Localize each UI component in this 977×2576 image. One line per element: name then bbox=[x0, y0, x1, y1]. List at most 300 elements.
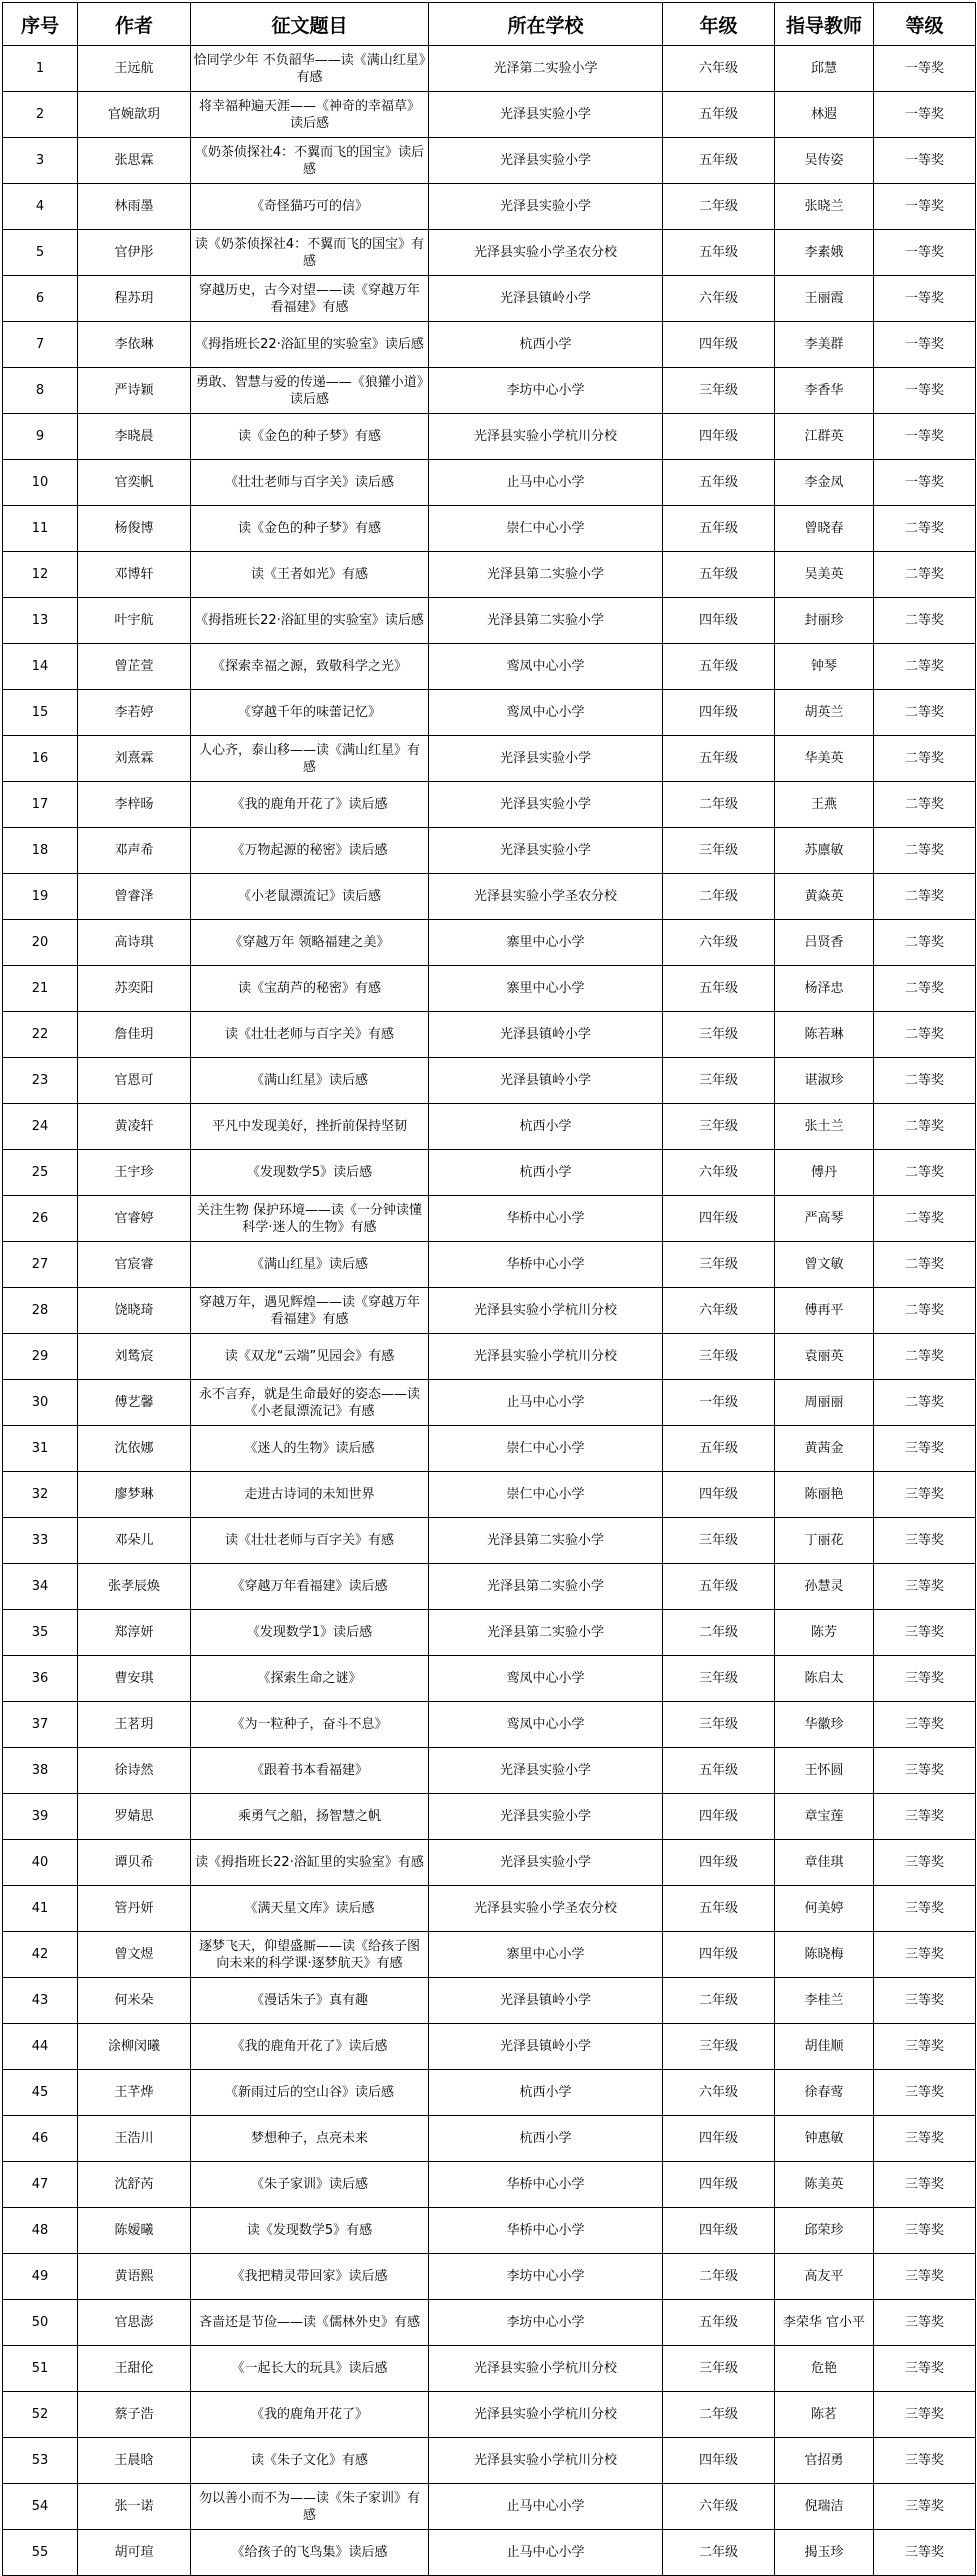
cell-award-level: 二等奖 bbox=[874, 966, 976, 1012]
cell-teacher: 袁丽英 bbox=[775, 1334, 874, 1380]
cell-index: 1 bbox=[3, 46, 78, 92]
cell-grade: 五年级 bbox=[663, 644, 775, 690]
cell-author: 林雨墨 bbox=[78, 184, 191, 230]
table-row bbox=[3, 782, 976, 828]
cell-grade: 四年级 bbox=[663, 2208, 775, 2254]
cell-grade: 四年级 bbox=[663, 1472, 775, 1518]
table-row bbox=[3, 1196, 976, 1242]
cell-grade: 三年级 bbox=[663, 1656, 775, 1702]
cell-essay-title: 《我的鹿角开花了》 bbox=[191, 2392, 429, 2438]
cell-author: 李梓旸 bbox=[78, 782, 191, 828]
cell-author: 廖梦琳 bbox=[78, 1472, 191, 1518]
cell-school: 光泽县实验小学 bbox=[429, 1748, 663, 1794]
cell-author: 管丹妍 bbox=[78, 1886, 191, 1932]
cell-essay-title: 平凡中发现美好，挫折前保持坚韧 bbox=[191, 1104, 429, 1150]
table-row bbox=[3, 46, 976, 92]
cell-award-level: 三等奖 bbox=[874, 2530, 976, 2576]
cell-author: 官恩可 bbox=[78, 1058, 191, 1104]
cell-award-level: 三等奖 bbox=[874, 2024, 976, 2070]
cell-index: 39 bbox=[3, 1794, 78, 1840]
cell-teacher: 陈晓梅 bbox=[775, 1932, 874, 1978]
cell-award-level: 一等奖 bbox=[874, 414, 976, 460]
header-grade: 年级 bbox=[663, 3, 775, 46]
cell-essay-title: 吝啬还是节俭——读《儒林外史》有感 bbox=[191, 2300, 429, 2346]
table-row bbox=[3, 1288, 976, 1334]
table-row bbox=[3, 230, 976, 276]
cell-grade: 三年级 bbox=[663, 1702, 775, 1748]
cell-author: 程苏玥 bbox=[78, 276, 191, 322]
cell-index: 34 bbox=[3, 1564, 78, 1610]
cell-essay-title: 恰同学少年 不负韶华——读《满山红星》有感 bbox=[191, 46, 429, 92]
table-row bbox=[3, 1610, 976, 1656]
table-row bbox=[3, 1472, 976, 1518]
cell-author: 王远航 bbox=[78, 46, 191, 92]
table-row bbox=[3, 1978, 976, 2024]
table-row bbox=[3, 690, 976, 736]
cell-grade: 二年级 bbox=[663, 2392, 775, 2438]
cell-author: 詹佳玥 bbox=[78, 1012, 191, 1058]
cell-award-level: 三等奖 bbox=[874, 2392, 976, 2438]
cell-index: 54 bbox=[3, 2484, 78, 2530]
cell-award-level: 一等奖 bbox=[874, 184, 976, 230]
cell-index: 46 bbox=[3, 2116, 78, 2162]
cell-teacher: 黄茜金 bbox=[775, 1426, 874, 1472]
cell-school: 光泽县实验小学 bbox=[429, 1794, 663, 1840]
cell-index: 47 bbox=[3, 2162, 78, 2208]
table-row bbox=[3, 1380, 976, 1426]
cell-author: 王宇珍 bbox=[78, 1150, 191, 1196]
cell-school: 鸾凤中心小学 bbox=[429, 690, 663, 736]
cell-teacher: 谌淑珍 bbox=[775, 1058, 874, 1104]
cell-author: 王晨晗 bbox=[78, 2438, 191, 2484]
cell-grade: 五年级 bbox=[663, 460, 775, 506]
cell-school: 光泽县镇岭小学 bbox=[429, 1058, 663, 1104]
cell-author: 胡可瑄 bbox=[78, 2530, 191, 2576]
cell-award-level: 二等奖 bbox=[874, 1380, 976, 1426]
header-row bbox=[3, 3, 976, 46]
cell-grade: 五年级 bbox=[663, 1748, 775, 1794]
cell-award-level: 二等奖 bbox=[874, 874, 976, 920]
cell-school: 光泽县实验小学 bbox=[429, 828, 663, 874]
cell-essay-title: 《新雨过后的空山谷》读后感 bbox=[191, 2070, 429, 2116]
cell-teacher: 周丽丽 bbox=[775, 1380, 874, 1426]
cell-author: 张思霖 bbox=[78, 138, 191, 184]
cell-school: 李坊中心小学 bbox=[429, 368, 663, 414]
table-row bbox=[3, 1058, 976, 1104]
cell-grade: 三年级 bbox=[663, 1518, 775, 1564]
cell-school: 光泽县实验小学 bbox=[429, 1840, 663, 1886]
cell-teacher: 揭玉珍 bbox=[775, 2530, 874, 2576]
cell-teacher: 李素娥 bbox=[775, 230, 874, 276]
cell-essay-title: 《我把精灵带回家》读后感 bbox=[191, 2254, 429, 2300]
cell-award-level: 二等奖 bbox=[874, 690, 976, 736]
cell-essay-title: 《一起长大的玩具》读后感 bbox=[191, 2346, 429, 2392]
cell-author: 蔡子浩 bbox=[78, 2392, 191, 2438]
cell-grade: 二年级 bbox=[663, 1978, 775, 2024]
cell-essay-title: 《穿越万年 领略福建之美》 bbox=[191, 920, 429, 966]
cell-index: 48 bbox=[3, 2208, 78, 2254]
cell-index: 19 bbox=[3, 874, 78, 920]
cell-school: 寨里中心小学 bbox=[429, 1932, 663, 1978]
cell-school: 止马中心小学 bbox=[429, 460, 663, 506]
cell-author: 张孝辰焕 bbox=[78, 1564, 191, 1610]
cell-teacher: 危艳 bbox=[775, 2346, 874, 2392]
cell-author: 沈舒芮 bbox=[78, 2162, 191, 2208]
cell-grade: 六年级 bbox=[663, 276, 775, 322]
cell-award-level: 二等奖 bbox=[874, 1196, 976, 1242]
cell-award-level: 一等奖 bbox=[874, 230, 976, 276]
cell-essay-title: 读《发现数学5》有感 bbox=[191, 2208, 429, 2254]
header-award-level: 等级 bbox=[874, 3, 976, 46]
cell-grade: 五年级 bbox=[663, 552, 775, 598]
cell-school: 光泽县第二实验小学 bbox=[429, 552, 663, 598]
cell-grade: 二年级 bbox=[663, 874, 775, 920]
table-row bbox=[3, 368, 976, 414]
cell-grade: 五年级 bbox=[663, 2300, 775, 2346]
table-row bbox=[3, 1334, 976, 1380]
cell-index: 31 bbox=[3, 1426, 78, 1472]
cell-award-level: 三等奖 bbox=[874, 2208, 976, 2254]
cell-award-level: 三等奖 bbox=[874, 2484, 976, 2530]
cell-grade: 二年级 bbox=[663, 2530, 775, 2576]
cell-award-level: 二等奖 bbox=[874, 552, 976, 598]
cell-grade: 三年级 bbox=[663, 2346, 775, 2392]
cell-school: 光泽县实验小学 bbox=[429, 782, 663, 828]
cell-author: 高诗琪 bbox=[78, 920, 191, 966]
cell-school: 杭西小学 bbox=[429, 1104, 663, 1150]
cell-teacher: 丁丽花 bbox=[775, 1518, 874, 1564]
cell-author: 沈依娜 bbox=[78, 1426, 191, 1472]
cell-index: 49 bbox=[3, 2254, 78, 2300]
cell-teacher: 王怀圆 bbox=[775, 1748, 874, 1794]
cell-index: 25 bbox=[3, 1150, 78, 1196]
cell-school: 光泽县实验小学圣农分校 bbox=[429, 874, 663, 920]
cell-award-level: 三等奖 bbox=[874, 1472, 976, 1518]
cell-teacher: 陈美英 bbox=[775, 2162, 874, 2208]
cell-essay-title: 《漫话朱子》真有趣 bbox=[191, 1978, 429, 2024]
cell-school: 华桥中心小学 bbox=[429, 2208, 663, 2254]
cell-author: 曾睿泽 bbox=[78, 874, 191, 920]
cell-grade: 三年级 bbox=[663, 1334, 775, 1380]
cell-index: 50 bbox=[3, 2300, 78, 2346]
cell-grade: 三年级 bbox=[663, 2024, 775, 2070]
cell-author: 陈嫒曦 bbox=[78, 2208, 191, 2254]
cell-grade: 四年级 bbox=[663, 2162, 775, 2208]
cell-index: 29 bbox=[3, 1334, 78, 1380]
cell-award-level: 一等奖 bbox=[874, 322, 976, 368]
cell-author: 王浩川 bbox=[78, 2116, 191, 2162]
cell-teacher: 林遐 bbox=[775, 92, 874, 138]
cell-award-level: 二等奖 bbox=[874, 920, 976, 966]
table-row bbox=[3, 966, 976, 1012]
cell-grade: 三年级 bbox=[663, 368, 775, 414]
cell-teacher: 李金凤 bbox=[775, 460, 874, 506]
cell-teacher: 张晓兰 bbox=[775, 184, 874, 230]
cell-essay-title: 关注生物 保护环境——读《一分钟读懂科学·迷人的生物》有感 bbox=[191, 1196, 429, 1242]
table-row bbox=[3, 552, 976, 598]
cell-essay-title: 《我的鹿角开花了》读后感 bbox=[191, 2024, 429, 2070]
cell-grade: 五年级 bbox=[663, 230, 775, 276]
cell-teacher: 章佳琪 bbox=[775, 1840, 874, 1886]
cell-index: 32 bbox=[3, 1472, 78, 1518]
cell-essay-title: 走进古诗词的未知世界 bbox=[191, 1472, 429, 1518]
cell-essay-title: 《拇指班长22·浴缸里的实验室》读后感 bbox=[191, 598, 429, 644]
cell-school: 光泽县实验小学 bbox=[429, 736, 663, 782]
cell-essay-title: 《朱子家训》读后感 bbox=[191, 2162, 429, 2208]
table-row bbox=[3, 736, 976, 782]
cell-school: 华桥中心小学 bbox=[429, 2162, 663, 2208]
table-body bbox=[3, 46, 976, 2576]
cell-award-level: 二等奖 bbox=[874, 1104, 976, 1150]
cell-award-level: 一等奖 bbox=[874, 276, 976, 322]
cell-author: 谭贝希 bbox=[78, 1840, 191, 1886]
cell-school: 光泽县第二实验小学 bbox=[429, 598, 663, 644]
cell-award-level: 一等奖 bbox=[874, 460, 976, 506]
table-row bbox=[3, 276, 976, 322]
cell-grade: 四年级 bbox=[663, 1196, 775, 1242]
cell-school: 光泽县镇岭小学 bbox=[429, 1012, 663, 1058]
cell-author: 官思澎 bbox=[78, 2300, 191, 2346]
cell-award-level: 三等奖 bbox=[874, 1886, 976, 1932]
cell-school: 光泽县实验小学杭川分校 bbox=[429, 414, 663, 460]
cell-index: 26 bbox=[3, 1196, 78, 1242]
header-essay-title: 征文题目 bbox=[191, 3, 429, 46]
cell-author: 严诗颖 bbox=[78, 368, 191, 414]
cell-author: 黄语熙 bbox=[78, 2254, 191, 2300]
cell-award-level: 二等奖 bbox=[874, 1058, 976, 1104]
cell-index: 6 bbox=[3, 276, 78, 322]
cell-index: 30 bbox=[3, 1380, 78, 1426]
cell-essay-title: 乘勇气之船，扬智慧之帆 bbox=[191, 1794, 429, 1840]
cell-author: 李晓晨 bbox=[78, 414, 191, 460]
cell-essay-title: 《壮壮老师与百字关》读后感 bbox=[191, 460, 429, 506]
cell-author: 王芊烨 bbox=[78, 2070, 191, 2116]
cell-index: 17 bbox=[3, 782, 78, 828]
cell-index: 22 bbox=[3, 1012, 78, 1058]
cell-index: 43 bbox=[3, 1978, 78, 2024]
cell-index: 55 bbox=[3, 2530, 78, 2576]
cell-school: 崇仁中心小学 bbox=[429, 1426, 663, 1472]
cell-school: 光泽县实验小学 bbox=[429, 184, 663, 230]
cell-grade: 五年级 bbox=[663, 506, 775, 552]
cell-award-level: 三等奖 bbox=[874, 2438, 976, 2484]
cell-school: 光泽县第二实验小学 bbox=[429, 1518, 663, 1564]
cell-author: 刘熹霖 bbox=[78, 736, 191, 782]
cell-award-level: 三等奖 bbox=[874, 1794, 976, 1840]
cell-index: 15 bbox=[3, 690, 78, 736]
cell-index: 3 bbox=[3, 138, 78, 184]
cell-teacher: 傅再平 bbox=[775, 1288, 874, 1334]
cell-author: 曾文煜 bbox=[78, 1932, 191, 1978]
cell-teacher: 胡佳顺 bbox=[775, 2024, 874, 2070]
cell-grade: 三年级 bbox=[663, 1012, 775, 1058]
cell-author: 王甜伦 bbox=[78, 2346, 191, 2392]
cell-award-level: 二等奖 bbox=[874, 598, 976, 644]
header-teacher: 指导教师 bbox=[775, 3, 874, 46]
cell-school: 杭西小学 bbox=[429, 1150, 663, 1196]
cell-index: 37 bbox=[3, 1702, 78, 1748]
cell-essay-title: 读《奶茶侦探社4：不翼而飞的国宝》有感 bbox=[191, 230, 429, 276]
cell-author: 刘鸶宸 bbox=[78, 1334, 191, 1380]
table-row bbox=[3, 2300, 976, 2346]
cell-grade: 五年级 bbox=[663, 138, 775, 184]
cell-essay-title: 将幸福种遍天涯——《神奇的幸福草》读后感 bbox=[191, 92, 429, 138]
cell-school: 光泽县实验小学圣农分校 bbox=[429, 1886, 663, 1932]
cell-teacher: 李桂兰 bbox=[775, 1978, 874, 2024]
cell-grade: 四年级 bbox=[663, 2116, 775, 2162]
cell-index: 41 bbox=[3, 1886, 78, 1932]
cell-author: 官奕帆 bbox=[78, 460, 191, 506]
cell-essay-title: 勇敢、智慧与爱的传递——《狼獾小道》读后感 bbox=[191, 368, 429, 414]
cell-school: 鸾凤中心小学 bbox=[429, 1656, 663, 1702]
cell-index: 45 bbox=[3, 2070, 78, 2116]
cell-grade: 三年级 bbox=[663, 1242, 775, 1288]
cell-essay-title: 穿越万年，遇见辉煌——读《穿越万年看福建》有感 bbox=[191, 1288, 429, 1334]
cell-author: 叶宇航 bbox=[78, 598, 191, 644]
cell-teacher: 陈若琳 bbox=[775, 1012, 874, 1058]
cell-teacher: 钟惠敏 bbox=[775, 2116, 874, 2162]
cell-grade: 六年级 bbox=[663, 46, 775, 92]
cell-grade: 二年级 bbox=[663, 2254, 775, 2300]
cell-essay-title: 《万物起源的秘密》读后感 bbox=[191, 828, 429, 874]
cell-essay-title: 逐梦飞天，仰望盛厮——读《给孩子图向未来的科学课·逐梦航天》有感 bbox=[191, 1932, 429, 1978]
cell-teacher: 胡英兰 bbox=[775, 690, 874, 736]
cell-award-level: 三等奖 bbox=[874, 1656, 976, 1702]
cell-author: 郑淳妍 bbox=[78, 1610, 191, 1656]
cell-author: 曾芷萱 bbox=[78, 644, 191, 690]
cell-award-level: 三等奖 bbox=[874, 1748, 976, 1794]
cell-essay-title: 穿越历史，古今对望——读《穿越万年看福建》有感 bbox=[191, 276, 429, 322]
cell-teacher: 吕贤香 bbox=[775, 920, 874, 966]
cell-school: 光泽县镇岭小学 bbox=[429, 1978, 663, 2024]
cell-award-level: 二等奖 bbox=[874, 644, 976, 690]
table-row bbox=[3, 1012, 976, 1058]
cell-teacher: 倪瑞洁 bbox=[775, 2484, 874, 2530]
cell-essay-title: 《为一粒种子，奋斗不息》 bbox=[191, 1702, 429, 1748]
cell-author: 官睿婷 bbox=[78, 1196, 191, 1242]
cell-grade: 三年级 bbox=[663, 828, 775, 874]
cell-essay-title: 《给孩子的飞鸟集》读后感 bbox=[191, 2530, 429, 2576]
cell-school: 杭西小学 bbox=[429, 2070, 663, 2116]
cell-school: 鸾凤中心小学 bbox=[429, 644, 663, 690]
cell-award-level: 二等奖 bbox=[874, 736, 976, 782]
cell-teacher: 华美英 bbox=[775, 736, 874, 782]
cell-index: 2 bbox=[3, 92, 78, 138]
cell-award-level: 二等奖 bbox=[874, 1242, 976, 1288]
cell-essay-title: 《穿越万年看福建》读后感 bbox=[191, 1564, 429, 1610]
cell-index: 53 bbox=[3, 2438, 78, 2484]
cell-essay-title: 《满山红星》读后感 bbox=[191, 1242, 429, 1288]
table-row bbox=[3, 644, 976, 690]
cell-teacher: 曾文敏 bbox=[775, 1242, 874, 1288]
cell-essay-title: 《发现数学5》读后感 bbox=[191, 1150, 429, 1196]
award-table bbox=[2, 2, 976, 2576]
cell-author: 李依琳 bbox=[78, 322, 191, 368]
cell-essay-title: 永不言弃，就是生命最好的姿态——读《小老鼠漂流记》有感 bbox=[191, 1380, 429, 1426]
header-author: 作者 bbox=[78, 3, 191, 46]
table-row bbox=[3, 1932, 976, 1978]
cell-index: 12 bbox=[3, 552, 78, 598]
cell-index: 38 bbox=[3, 1748, 78, 1794]
cell-award-level: 二等奖 bbox=[874, 782, 976, 828]
cell-teacher: 陈茗 bbox=[775, 2392, 874, 2438]
cell-school: 寨里中心小学 bbox=[429, 920, 663, 966]
cell-teacher: 王燕 bbox=[775, 782, 874, 828]
cell-grade: 六年级 bbox=[663, 920, 775, 966]
cell-award-level: 二等奖 bbox=[874, 1334, 976, 1380]
cell-grade: 三年级 bbox=[663, 1058, 775, 1104]
cell-award-level: 二等奖 bbox=[874, 506, 976, 552]
cell-essay-title: 读《双龙“云端”见园会》有感 bbox=[191, 1334, 429, 1380]
cell-index: 36 bbox=[3, 1656, 78, 1702]
cell-index: 35 bbox=[3, 1610, 78, 1656]
table-row bbox=[3, 2484, 976, 2530]
header-school: 所在学校 bbox=[429, 3, 663, 46]
cell-school: 华桥中心小学 bbox=[429, 1242, 663, 1288]
cell-school: 光泽县第二实验小学 bbox=[429, 1610, 663, 1656]
table-row bbox=[3, 1886, 976, 1932]
cell-author: 邓朵儿 bbox=[78, 1518, 191, 1564]
cell-teacher: 章宝莲 bbox=[775, 1794, 874, 1840]
table-row bbox=[3, 2162, 976, 2208]
cell-teacher: 王丽霞 bbox=[775, 276, 874, 322]
cell-index: 44 bbox=[3, 2024, 78, 2070]
cell-essay-title: 《跟着书本看福建》 bbox=[191, 1748, 429, 1794]
cell-school: 崇仁中心小学 bbox=[429, 1472, 663, 1518]
cell-grade: 四年级 bbox=[663, 690, 775, 736]
cell-grade: 四年级 bbox=[663, 1840, 775, 1886]
cell-index: 18 bbox=[3, 828, 78, 874]
cell-index: 27 bbox=[3, 1242, 78, 1288]
cell-school: 光泽县镇岭小学 bbox=[429, 276, 663, 322]
table-row bbox=[3, 2392, 976, 2438]
cell-author: 官婉歆玥 bbox=[78, 92, 191, 138]
cell-award-level: 三等奖 bbox=[874, 2162, 976, 2208]
cell-award-level: 一等奖 bbox=[874, 92, 976, 138]
cell-teacher: 陈芳 bbox=[775, 1610, 874, 1656]
table-row bbox=[3, 184, 976, 230]
cell-author: 杨俊博 bbox=[78, 506, 191, 552]
cell-teacher: 吴传姿 bbox=[775, 138, 874, 184]
cell-index: 8 bbox=[3, 368, 78, 414]
cell-teacher: 钟琴 bbox=[775, 644, 874, 690]
cell-grade: 四年级 bbox=[663, 414, 775, 460]
cell-teacher: 李荣华 官小平 bbox=[775, 2300, 874, 2346]
table-row bbox=[3, 1150, 976, 1196]
cell-index: 9 bbox=[3, 414, 78, 460]
cell-teacher: 陈启太 bbox=[775, 1656, 874, 1702]
cell-grade: 五年级 bbox=[663, 1564, 775, 1610]
cell-teacher: 徐春莺 bbox=[775, 2070, 874, 2116]
table-row bbox=[3, 1242, 976, 1288]
cell-award-level: 二等奖 bbox=[874, 1012, 976, 1058]
cell-essay-title: 《穿越千年的味蕾记忆》 bbox=[191, 690, 429, 736]
cell-teacher: 李香华 bbox=[775, 368, 874, 414]
table-row bbox=[3, 598, 976, 644]
table-row bbox=[3, 2438, 976, 2484]
cell-author: 张一诺 bbox=[78, 2484, 191, 2530]
cell-school: 光泽县实验小学圣农分校 bbox=[429, 230, 663, 276]
cell-essay-title: 《小老鼠漂流记》读后感 bbox=[191, 874, 429, 920]
cell-school: 光泽县实验小学杭川分校 bbox=[429, 2438, 663, 2484]
cell-grade: 五年级 bbox=[663, 1426, 775, 1472]
cell-essay-title: 《探索幸福之源，致敬科学之光》 bbox=[191, 644, 429, 690]
cell-teacher: 黄焱英 bbox=[775, 874, 874, 920]
table-row bbox=[3, 138, 976, 184]
cell-school: 李坊中心小学 bbox=[429, 2254, 663, 2300]
cell-award-level: 三等奖 bbox=[874, 1518, 976, 1564]
cell-author: 官宸睿 bbox=[78, 1242, 191, 1288]
